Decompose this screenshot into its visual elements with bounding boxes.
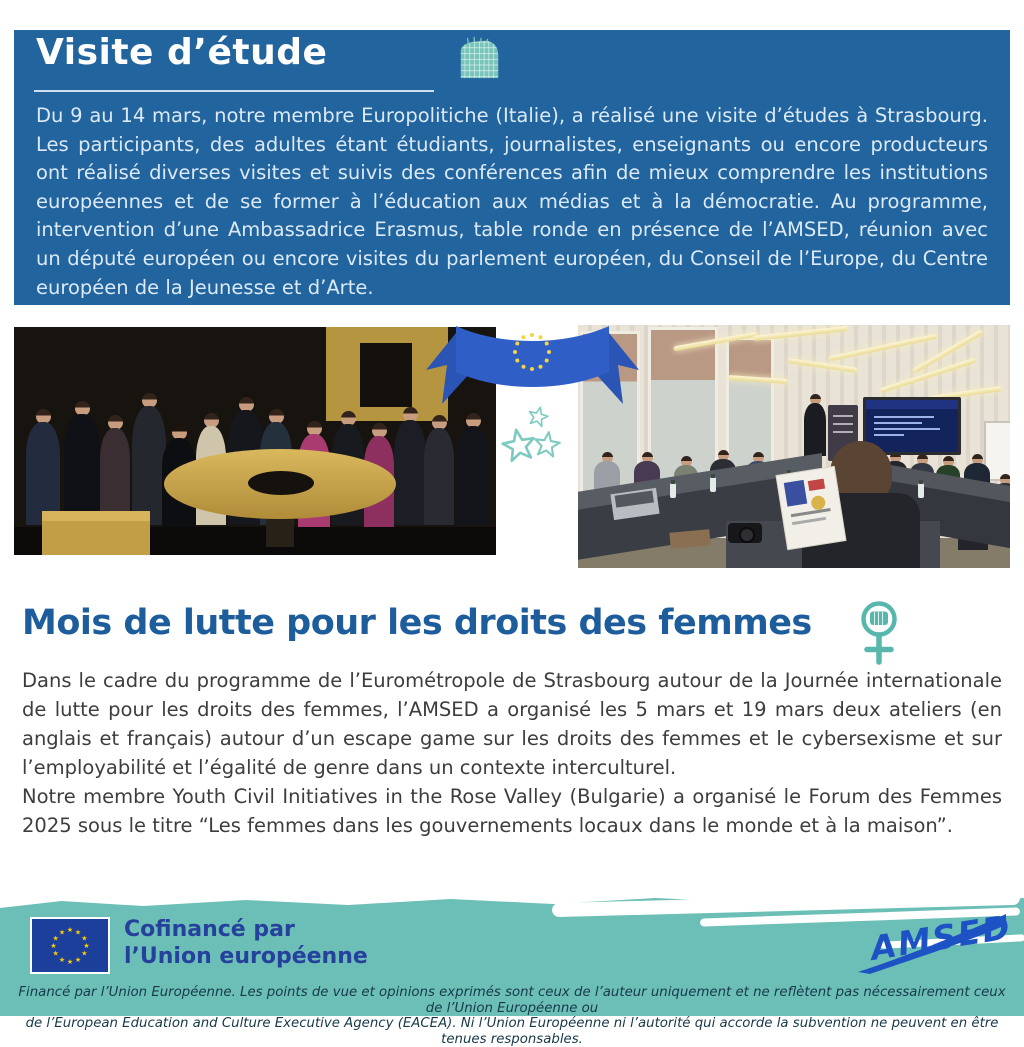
eu-flag (30, 917, 110, 974)
section-visite-paragraph: Du 9 au 14 mars, notre membre Europolitiche (Italie), a réalisé une visite d’études à Strasbourg. Les participants, des adultes étant étudiants, journalistes, enseignants ou encore producteurs ont réalisé diverses visites et suivis des conférences afin de mieux comprendre les institutions européennes et de se former à l’éducation aux médias et à la démocratie. Au programme, intervention d’une Ambassadrice Erasmus, table ronde en présence de l’AMSED, réunion avec un député européen ou encore visites du parlement européen, du Conseil de l’Europe, du Centre européen de la Jeunesse et d’Arte. (36, 104, 988, 299)
section-title-femmes: Mois de lutte pour les droits des femmes (22, 603, 812, 643)
person-figure (804, 394, 826, 456)
hanging-light (829, 334, 938, 362)
svg-text:★: ★ (58, 955, 66, 964)
svg-text:★: ★ (74, 928, 82, 937)
section-visite-header (14, 30, 1010, 305)
svg-text:★: ★ (52, 934, 59, 943)
svg-text:★: ★ (58, 928, 66, 937)
eu-cofunding-label: Cofinancé par l’Union européenne (124, 917, 368, 969)
water-bottle (918, 483, 924, 498)
wooden-bench (42, 511, 150, 555)
svg-text:★: ★ (83, 942, 90, 950)
funding-disclaimer: Financé par l’Union Européenne. Les points de vue et opinions exprimés sont ceux de l’auteur uniquement et ne reflètent pas nécessairement ceux de l’Union Européenne ou de l’European Education and Culture Executive Agency (EACEA). Ni l’Union Européenne ni l’autorité qui accorde la subvention ne peuvent en être tenues responsables. (18, 985, 1006, 1047)
svg-text:★: ★ (81, 934, 88, 943)
hanging-light (788, 358, 858, 373)
brochure (777, 467, 846, 549)
table-pedestal (266, 515, 294, 547)
hanging-light (753, 326, 848, 341)
femmes-paragraph-2: Notre membre Youth Civil Initiatives in the Rose Valley (Bulgarie) a organisé le Forum des Femmes 2025 sous le titre “Les femmes dans les gouvernements locaux dans le monde et à la maison”. (22, 785, 1002, 837)
person-figure (64, 401, 100, 525)
svg-text:★: ★ (66, 926, 74, 934)
svg-text:★: ★ (81, 949, 88, 958)
eu-ribbon-banner-icon (420, 312, 645, 457)
european-parliament-building-icon (455, 36, 503, 80)
svg-text:★: ★ (50, 942, 57, 950)
amsed-logo-text: AMSED (867, 907, 1015, 968)
svg-text:★: ★ (52, 949, 59, 958)
title-underline (34, 90, 434, 92)
person-figure (26, 409, 60, 525)
water-bottle (670, 483, 676, 498)
feminist-fist-symbol-icon (852, 598, 906, 668)
person-figure (132, 393, 166, 525)
person-figure (100, 415, 130, 525)
femmes-paragraph-1: Dans le cadre du programme de l’Eurométropole de Strasbourg autour de la Journée internationale de lutte pour les droits des femmes, l’AMSED a organisé les 5 mars et 19 mars deux ateliers (en anglais et français) autour d’un escape game sur les droits des femmes et le cybersexisme et sur l’employabilité et l’égalité de genre dans un contexte interculturel. (22, 669, 1002, 779)
camera (728, 523, 762, 543)
water-bottle (710, 477, 716, 492)
section-title-visite: Visite d’étude (36, 32, 328, 73)
svg-text:★: ★ (66, 958, 74, 966)
section-femmes-text (22, 666, 1002, 840)
amsed-logo (856, 902, 1015, 982)
svg-text:★: ★ (74, 955, 82, 964)
